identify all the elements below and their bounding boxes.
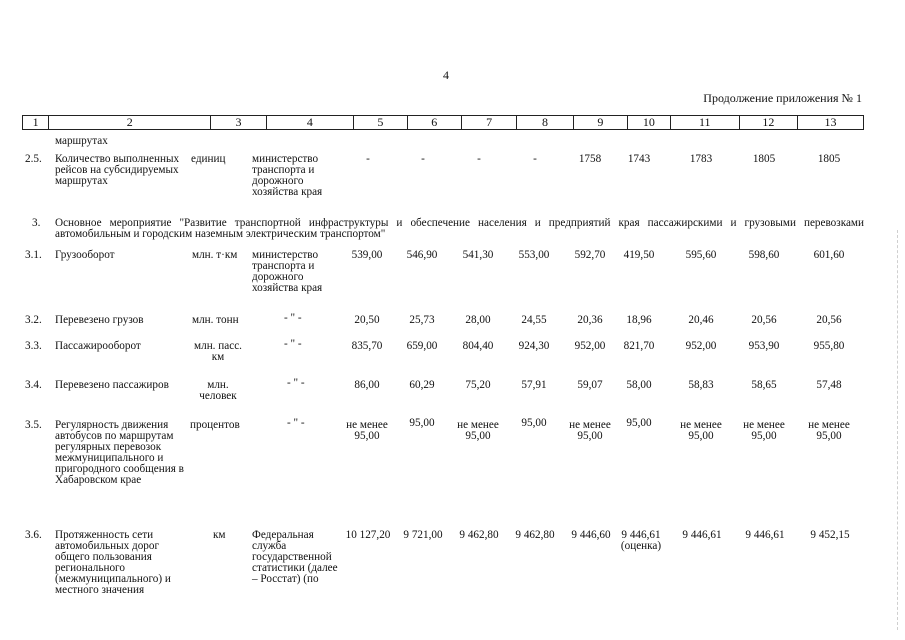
row-source: Федеральная служба государственной статистики (далее – Росстат) (по [252,529,338,585]
value-cell: 9 452,15 [810,529,850,541]
value-cell: 9 462,80 [515,529,555,541]
row-number: 3.4. [25,379,42,391]
row-number: 3.1. [25,249,42,261]
col-header-11: 11 [671,116,740,129]
value-cell: 18,96 [626,314,652,326]
value-cell: не менее 95,00 [680,419,722,442]
value-cell: 541,30 [462,249,494,261]
row-name: Перевезено пассажиров [55,379,169,391]
col-header-5: 5 [354,116,407,129]
col-header-3: 3 [211,116,266,129]
row-unit: млн. тонн [192,314,239,326]
col-header-2: 2 [49,116,211,129]
row-source: министерство транспорта и дорожного хозяйства края [252,249,323,294]
value-cell: 1805 [752,153,776,165]
row-name: Регулярность движения автобусов по маршрутам регулярных перевозок межмуниципального и пригородного сообщения в Хабаровском крае [55,419,184,486]
row-unit: млн. пасс. км [194,340,242,363]
row-unit: млн. человек [199,379,237,402]
row-name: Перевезено грузов [55,314,144,326]
row-source: - " - [287,377,305,389]
row-source: - " - [284,338,302,350]
value-cell: 24,55 [521,314,547,326]
value-cell: 601,60 [813,249,845,261]
value-cell: 95,00 [521,417,547,429]
value-cell: не менее 95,00 [346,419,388,442]
value-cell: 57,91 [521,379,547,391]
row-unit: единиц [191,153,226,165]
col-header-12: 12 [740,116,798,129]
row-unit: млн. т·км [192,249,238,261]
value-cell: 955,80 [813,340,845,352]
value-cell: 539,00 [351,249,383,261]
value-cell: не менее 95,00 [808,419,850,442]
value-cell: 28,00 [465,314,491,326]
value-cell: 952,00 [685,340,717,352]
value-cell: 9 462,80 [459,529,499,541]
col-header-4: 4 [267,116,354,129]
value-cell: 419,50 [623,249,655,261]
value-cell: 57,48 [816,379,842,391]
row-number: 2.5. [25,153,42,165]
page-number: 4 [443,68,449,82]
value-cell: 9 446,61 (оценка) [620,529,662,552]
value-cell: 924,30 [518,340,550,352]
col-header-1: 1 [23,116,49,129]
value-cell: - [477,153,481,165]
value-cell: 25,73 [409,314,435,326]
value-cell: 1783 [689,153,713,165]
col-header-7: 7 [462,116,517,129]
value-cell: 953,90 [748,340,780,352]
value-cell: 835,70 [351,340,383,352]
value-cell: 20,56 [816,314,842,326]
value-cell: 9 446,61 [682,529,722,541]
col-header-6: 6 [408,116,462,129]
value-cell: 598,60 [748,249,780,261]
value-cell: 804,40 [462,340,494,352]
row-unit: км [213,529,226,541]
value-cell: - [366,153,370,165]
col-header-8: 8 [517,116,573,129]
col-header-9: 9 [574,116,628,129]
row-name: Пассажирооборот [55,340,141,352]
value-cell: 1743 [627,153,651,165]
row-name: Грузооборот [55,249,115,261]
value-cell: 595,60 [685,249,717,261]
value-cell: 9 721,00 [403,529,443,541]
value-cell: 1805 [817,153,841,165]
value-cell: не менее 95,00 [569,419,611,442]
value-cell: 95,00 [626,417,652,429]
value-cell: 58,00 [626,379,652,391]
value-cell: 9 446,60 [571,529,611,541]
value-cell: 75,20 [465,379,491,391]
continued-text: маршрутах [55,135,108,147]
value-cell: 20,56 [751,314,777,326]
row-unit: процентов [190,419,240,431]
value-cell: 95,00 [409,417,435,429]
scan-edge-artifact [897,230,899,630]
row-source: - " - [284,312,302,324]
value-cell: 659,00 [406,340,438,352]
appendix-continuation: Продолжение приложения № 1 [703,91,862,105]
value-cell: 60,29 [409,379,435,391]
row-source: министерство транспорта и дорожного хозяйства края [252,153,323,198]
value-cell: 952,00 [574,340,606,352]
row-name: Протяженность сети автомобильных дорог общего пользования регионального (межмуниципального) и местного значения [55,529,171,596]
value-cell: 86,00 [354,379,380,391]
value-cell: 10 127,20 [345,529,391,541]
col-header-10: 10 [628,116,671,129]
section-number: 3. [32,217,41,229]
value-cell: 58,65 [751,379,777,391]
value-cell: 821,70 [623,340,655,352]
row-number: 3.5. [25,419,42,431]
row-number: 3.6. [25,529,42,541]
row-number: 3.3. [25,340,42,352]
value-cell: не менее 95,00 [457,419,499,442]
value-cell: 20,46 [688,314,714,326]
value-cell: 1758 [578,153,602,165]
row-name: Количество выполненных рейсов на субсидируемых маршрутах [55,153,180,187]
row-source: - " - [287,417,305,429]
value-cell: - [533,153,537,165]
value-cell: 20,36 [577,314,603,326]
row-number: 3.2. [25,314,42,326]
value-cell: 59,07 [577,379,603,391]
value-cell: 20,50 [354,314,380,326]
col-header-13: 13 [798,116,864,129]
value-cell: - [421,153,425,165]
value-cell: 58,83 [688,379,714,391]
table-header [22,115,864,130]
section-title: Основное мероприятие "Развитие транспортной инфраструктуры и обеспечение населения и предприятий края пассажирскими и грузовыми перевозками автомобильным и городским наземным электрическим транспортом" [55,217,864,240]
value-cell: 553,00 [518,249,550,261]
value-cell: 9 446,61 [745,529,785,541]
value-cell: не менее 95,00 [743,419,785,442]
value-cell: 592,70 [574,249,606,261]
value-cell: 546,90 [406,249,438,261]
